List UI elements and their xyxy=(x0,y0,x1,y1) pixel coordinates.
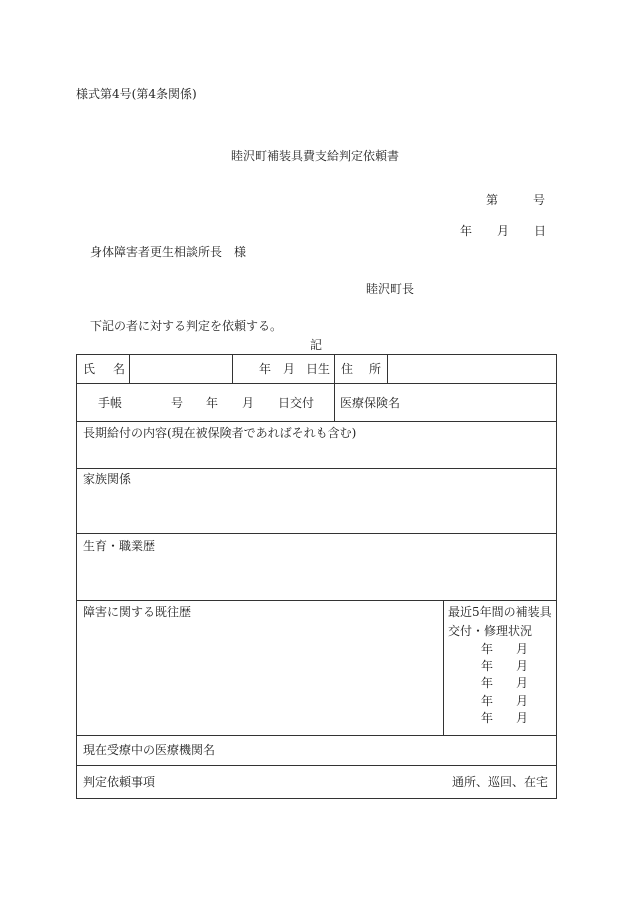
medical-insurance-label: 医療保険名 xyxy=(340,396,401,410)
judgment-request-form-table xyxy=(76,354,557,799)
name-label-1: 氏 xyxy=(83,362,96,376)
judgment-items-label: 判定依頼事項 xyxy=(83,775,156,789)
col-divider xyxy=(129,355,130,383)
recent-row-year: 年 xyxy=(481,694,494,708)
judgment-options: 通所、巡回、在宅 xyxy=(451,775,548,789)
techo-issue-date: 日交付 xyxy=(278,396,315,410)
col-divider xyxy=(387,355,388,383)
recent-row-year: 年 xyxy=(481,642,494,656)
long-term-benefit-label: 長期給付の内容(現在被保険者であればそれも含む) xyxy=(83,426,357,440)
name-label-2: 名 xyxy=(113,362,126,376)
address-label-1: 住 xyxy=(341,362,354,376)
recent-row-year: 年 xyxy=(481,659,494,673)
row-divider xyxy=(77,765,556,766)
recent-row-month: 月 xyxy=(516,711,529,725)
number-dai: 第 xyxy=(486,193,499,207)
career-label: 生育・職業歴 xyxy=(83,539,156,553)
recent-row-month: 月 xyxy=(516,642,529,656)
document-title: 睦沢町補装具費支給判定依頼書 xyxy=(230,149,399,163)
techo-go: 号 xyxy=(171,396,184,410)
col-divider xyxy=(334,355,335,421)
addressee: 身体障害者更生相談所長 様 xyxy=(90,245,247,259)
row-divider xyxy=(77,383,556,384)
ki-label: 記 xyxy=(310,338,323,352)
col-divider xyxy=(232,355,233,383)
recent-row-month: 月 xyxy=(516,676,529,690)
disability-history-label: 障害に関する既往歴 xyxy=(83,605,192,619)
recent-row-month: 月 xyxy=(516,659,529,673)
number-go: 号 xyxy=(533,193,546,207)
date-year: 年 xyxy=(460,224,473,238)
row-divider xyxy=(77,735,556,736)
techo-label: 手帳 xyxy=(98,396,123,410)
family-relations-label: 家族関係 xyxy=(83,472,132,486)
date-month: 月 xyxy=(497,224,510,238)
birth-year: 年 xyxy=(259,362,272,376)
form-number: 様式第4号(第4条関係) xyxy=(76,87,197,101)
recent-supply-label-1: 最近5年間の補装具 xyxy=(448,605,552,619)
row-divider xyxy=(77,600,556,601)
recent-row-month: 月 xyxy=(516,694,529,708)
address-label-2: 所 xyxy=(369,362,382,376)
col-divider xyxy=(443,600,444,735)
row-divider xyxy=(77,533,556,534)
birth-month: 月 xyxy=(283,362,296,376)
sender: 睦沢町長 xyxy=(366,282,415,296)
recent-supply-label-2: 交付・修理状況 xyxy=(448,624,533,638)
row-divider xyxy=(77,468,556,469)
techo-month: 月 xyxy=(242,396,255,410)
row-divider xyxy=(77,421,556,422)
date-day: 日 xyxy=(534,224,547,238)
recent-row-year: 年 xyxy=(481,711,494,725)
request-text: 下記の者に対する判定を依頼する。 xyxy=(90,319,283,333)
current-hospital-label: 現在受療中の医療機関名 xyxy=(83,743,216,757)
techo-year: 年 xyxy=(206,396,219,410)
birth-day: 日生 xyxy=(306,362,331,376)
recent-row-year: 年 xyxy=(481,676,494,690)
